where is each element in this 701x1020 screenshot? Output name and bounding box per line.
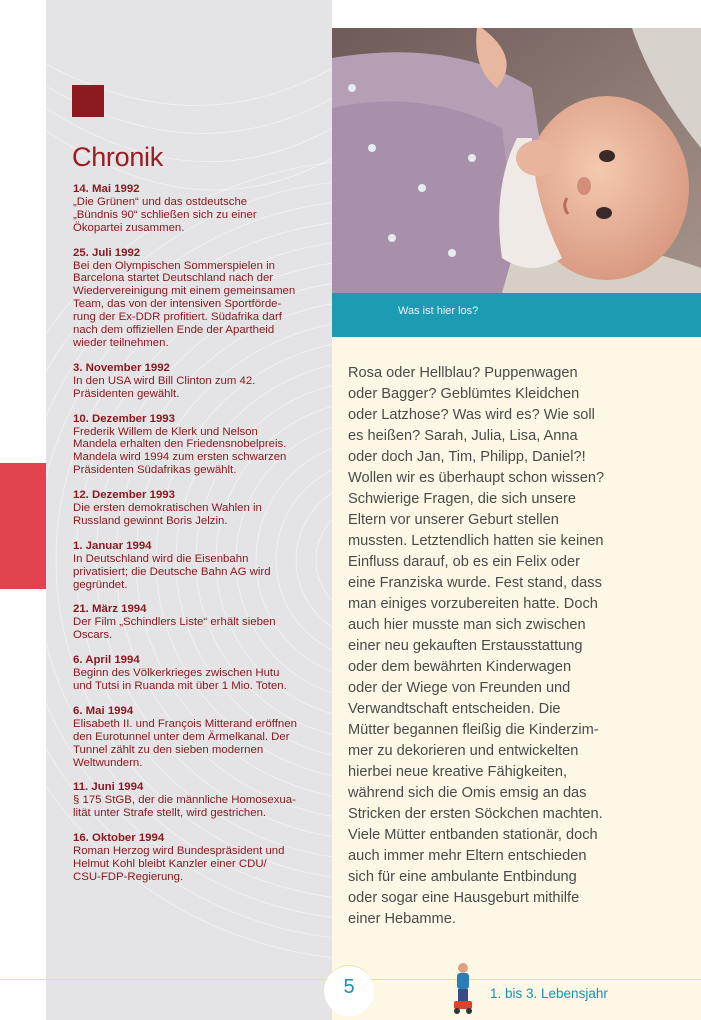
entry-date: 16. Oktober 1994 bbox=[73, 832, 165, 845]
entry-text: Beginn des Völkerkrieges zwischen Hutu und Tutsi in Ruanda mit über 1 Mio. Toten. bbox=[73, 667, 287, 692]
entry-text: „Die Grünen“ und das ostdeutsche „Bündnis 90“ schließen sich zu einer Ökopartei zusammen. bbox=[73, 195, 257, 234]
entry-date: 6. Mai 1994 bbox=[73, 704, 134, 717]
entry-date: 10. Dezember 1993 bbox=[73, 412, 175, 425]
entry-date: 21. März 1994 bbox=[73, 603, 147, 616]
entry-text: § 175 StGB, der die männliche Homosexua- lität unter Strafe stellt, wird gestrichen. bbox=[73, 794, 296, 820]
chronik-entry bbox=[73, 654, 313, 693]
baby-photo bbox=[332, 28, 701, 293]
chronik-entry bbox=[73, 603, 313, 642]
chronik-entry bbox=[73, 362, 313, 401]
entry-text: Roman Herzog wird Bundespräsident und Helmut Kohl bleibt Kanzler einer CDU/ CSU-FDP-Regierung. bbox=[73, 845, 285, 883]
chronik-entry bbox=[73, 705, 313, 770]
entry-text: Frederik Willem de Klerk und Nelson Mandela erhalten den Friedensnobelpreis. Mandela wird 1994 zum ersten schwarzen Präsidenten Südafrikas gewählt. bbox=[73, 425, 287, 477]
footer-section-label: 1. bis 3. Lebensjahr bbox=[490, 986, 608, 1001]
entry-text: Der Film „Schindlers Liste“ erhält sieben Oscars. bbox=[73, 616, 276, 642]
chronik-entry bbox=[73, 832, 313, 884]
entry-date: 12. Dezember 1993 bbox=[73, 489, 175, 502]
body-text: Rosa oder Hellblau? Puppenwagen oder Bagger? Geblümtes Kleidchen oder Latzhose? Was wird es? Wie soll es heißen? Sarah, Julia, Lisa, Anna oder doch Jan, Tim, Philipp, Daniel?! Wollen wir es überhaupt schon wissen? Schwierige Fragen, die sich unsere Eltern vor unserer Geburt stellen mussten. Letztendlich hatten sie keinen Einfluss darauf, ob es ein Felix oder eine Franziska wurde. Fest stand, dass man einiges vorzubereiten hatte. Doch auch hier musste man sich zwischen einer neu gekauften Erstausstattung oder dem bewährten Kinderwagen oder der Wiege von Freunden und Verwandtschaft entscheiden. Die Mütter begannen fleißig die Kinderzim- mer zu dekorieren und entwickelten hierbei neue kreative Fähigkeiten, während sich die Omis emsig an das Stricken der ersten Söckchen machten. Viele Mütter entbanden stationär, doch auch immer mehr Eltern entschieden sich für eine ambulante Entbindung oder sogar eine Hausgeburt mithilfe einer Hebamme. bbox=[348, 365, 605, 927]
entry-date: 3. November 1992 bbox=[73, 361, 170, 374]
entry-date: 14. Mai 1992 bbox=[73, 183, 140, 195]
chronik-entry bbox=[73, 183, 313, 235]
chronik-entry bbox=[73, 781, 313, 820]
entry-date: 25. Juli 1992 bbox=[73, 246, 141, 259]
chronik-entry bbox=[73, 540, 313, 592]
chronik-entry bbox=[73, 413, 313, 478]
chronik-list bbox=[73, 183, 313, 896]
entry-text: Elisabeth II. und François Mitterand eröffnen den Eurotunnel unter dem Ärmelkanal. Der Tunnel zählt zu den sieben modernen Weltwundern. bbox=[73, 717, 297, 769]
chronik-entry bbox=[73, 247, 313, 350]
side-color-tab bbox=[0, 463, 46, 589]
entry-text: In den USA wird Bill Clinton zum 42. Präsidenten gewählt. bbox=[73, 374, 256, 400]
chronik-marker-square bbox=[72, 85, 104, 117]
entry-date: 6. April 1994 bbox=[73, 654, 140, 667]
child-runner-icon bbox=[449, 962, 477, 1014]
photo-caption-bar bbox=[332, 293, 701, 337]
page-number: 5 bbox=[343, 976, 355, 998]
baby-illustration bbox=[332, 28, 701, 293]
entry-date: 11. Juni 1994 bbox=[73, 781, 144, 794]
entry-text: Die ersten demokratischen Wahlen in Russland gewinnt Boris Jelzin. bbox=[73, 502, 262, 527]
entry-text: Bei den Olympischen Sommerspielen in Barcelona startet Deutschland nach der Wiedervereinigung mit einem gemeinsamen Team, das von der intensiven Sportförde- rung der Ex-DDR profitiert. Südafrika darf nach dem offiziellen Ende der Apartheid wieder teilnehmen. bbox=[73, 259, 296, 349]
chronik-title: Chronik bbox=[72, 142, 163, 172]
photo-caption: Was ist hier los? bbox=[398, 305, 479, 317]
entry-text: In Deutschland wird die Eisenbahn privatisiert; die Deutsche Bahn AG wird gegründet. bbox=[73, 552, 271, 591]
chronik-entry bbox=[73, 489, 313, 528]
entry-date: 1. Januar 1994 bbox=[73, 539, 152, 552]
